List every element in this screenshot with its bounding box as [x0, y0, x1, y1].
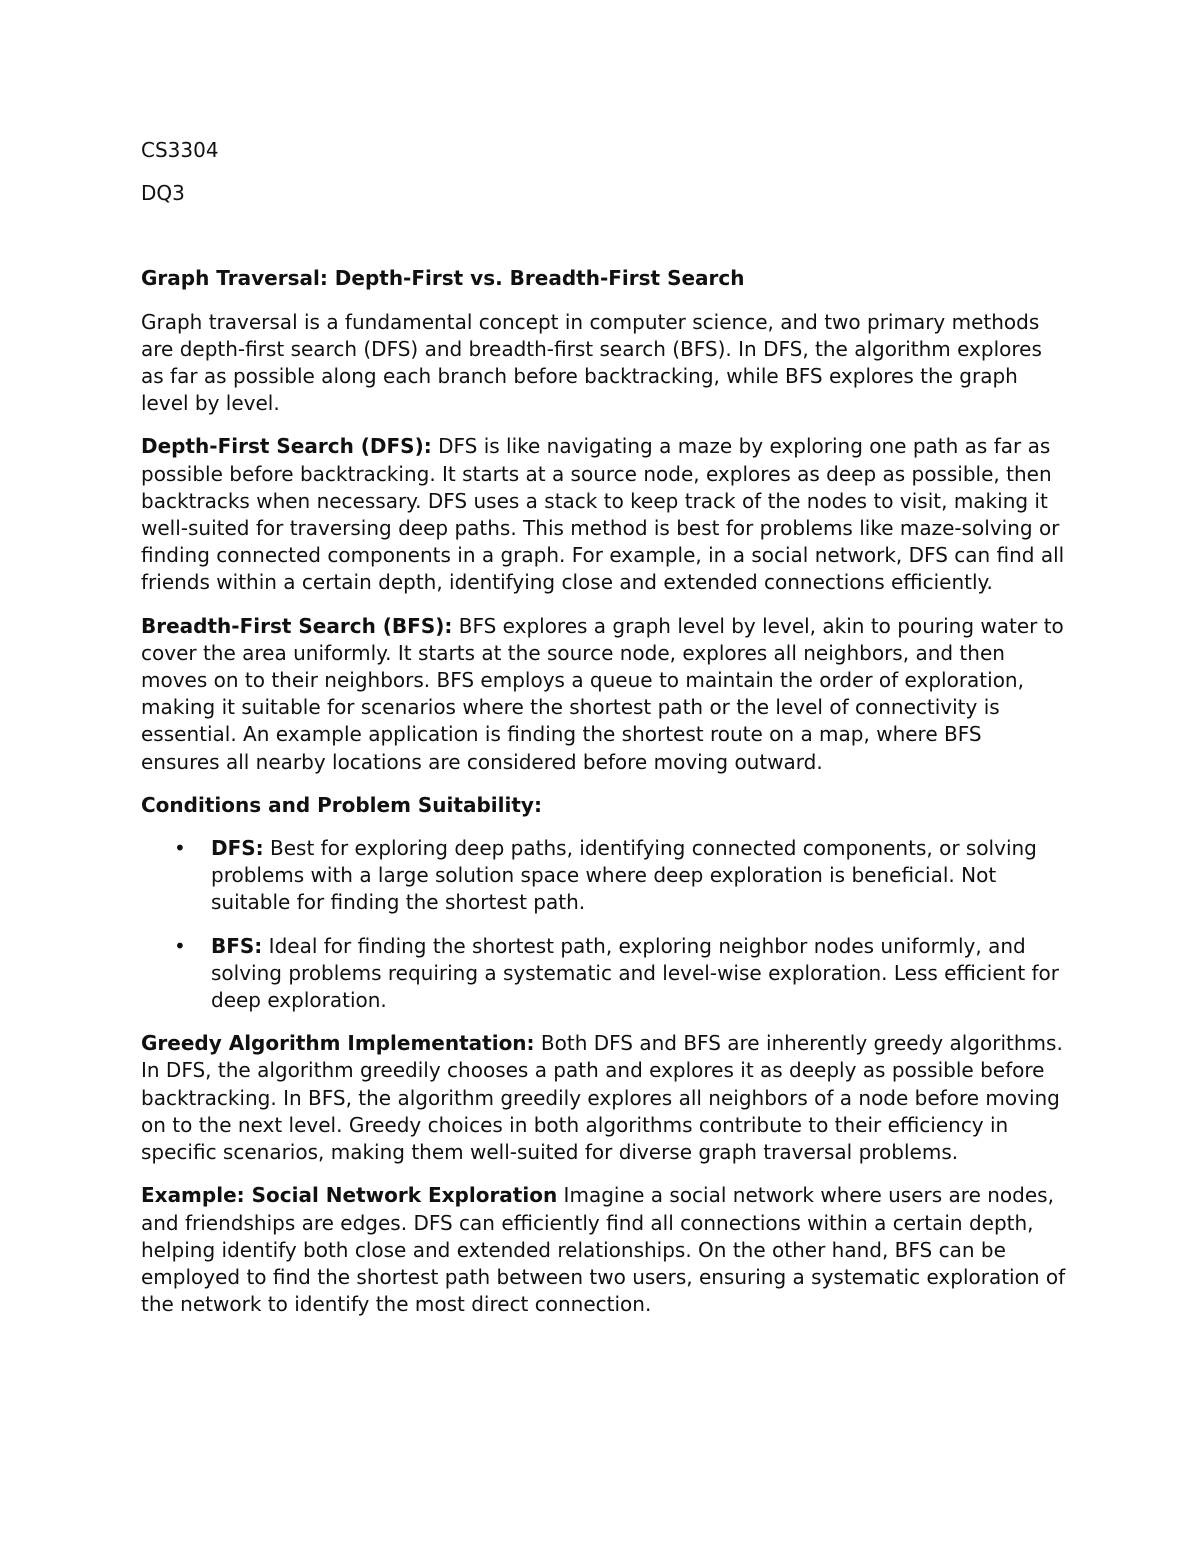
dfs-paragraph	[141, 433, 1066, 596]
example-text: Imagine a social network where users are nodes, and friendships are edges. DFS can efficiently find all connections within a certain depth, helping identify both close and extended relationships. On the other hand, BFS can be employed to find the shortest path between two users, ensuring a systematic exploration of the network to identify the most direct connection.	[141, 1183, 1066, 1317]
conditions-list	[141, 835, 1066, 1014]
example-paragraph	[141, 1182, 1066, 1318]
document-page	[141, 137, 1066, 1318]
list-item-text: Ideal for finding the shortest path, exploring neighbor nodes uniformly, and solving problems requiring a systematic and level-wise exploration. Less efficient for deep exploration.	[211, 933, 1060, 1013]
list-item-lead: DFS:	[211, 836, 264, 861]
bfs-lead: Breadth-First Search (BFS):	[141, 613, 453, 638]
greedy-paragraph	[141, 1030, 1066, 1166]
course-code: CS3304	[141, 138, 219, 162]
bfs-paragraph	[141, 613, 1066, 776]
bullet-icon: •	[174, 933, 186, 958]
dfs-text: DFS is like navigating a maze by exploring one path as far as possible before backtracking. It starts at a source node, explores as deep as possible, then backtracks when necessary. DFS uses a stack to keep track of the nodes to visit, making it well-suited for traversing deep paths. This method is best for problems like maze-solving or finding connected components in a graph. For example, in a social network, DFS can find all friends within a certain depth, identifying close and extended connections efficiently.	[141, 434, 1065, 595]
conditions-heading: Conditions and Problem Suitability:	[141, 792, 542, 817]
bfs-text: BFS explores a graph level by level, akin to pouring water to cover the area uniformly. It starts at the source node, explores all neighbors, and then moves on to their neighbors. BFS employs a queue to maintain the order of exploration, making it suitable for scenarios where the shortest path or the level of connectivity is essential. An example application is finding the shortest route on a map, where BFS ensures all nearby locations are considered before moving outward.	[141, 613, 1064, 774]
bullet-icon: •	[174, 836, 186, 861]
greedy-text: Both DFS and BFS are inherently greedy algorithms. In DFS, the algorithm greedily chooses a path and explores it as deeply as possible before backtracking. In BFS, the algorithm greedily explores all neighbors of a node before moving on to the next level. Greedy choices in both algorithms contribute to their efficiency in specific scenarios, making them well-suited for diverse graph traversal problems.	[141, 1031, 1063, 1165]
greedy-lead: Greedy Algorithm Implementation:	[141, 1031, 535, 1056]
list-item	[141, 835, 1066, 917]
list-item-text: Best for exploring deep paths, identifying connected components, or solving problems with a large solution space where deep exploration is beneficial. Not suitable for finding the shortest path.	[211, 836, 1037, 915]
example-lead: Example: Social Network Exploration	[141, 1183, 558, 1208]
intro-paragraph: Graph traversal is a fundamental concept in computer science, and two primary methods are depth-first search (DFS) and breadth-first search (BFS). In DFS, the algorithm explores as far as possible along each branch before backtracking, while BFS explores the graph level by level.	[141, 309, 1042, 416]
list-item	[141, 933, 1066, 1015]
assignment-label: DQ3	[141, 181, 185, 206]
document-title: Graph Traversal: Depth-First vs. Breadth-First Search	[141, 266, 745, 291]
dfs-lead: Depth-First Search (DFS):	[141, 434, 432, 459]
list-item-lead: BFS:	[211, 933, 263, 958]
